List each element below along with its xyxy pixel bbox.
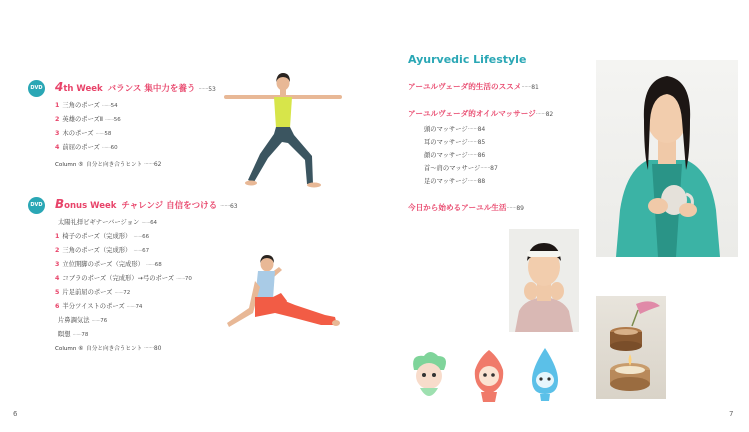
pitta-character-icon (469, 348, 509, 404)
toc-item[interactable]: 5 片足前屈のポーズ ·······72 (55, 289, 131, 296)
dvd-badge: DVD (28, 197, 45, 214)
toc-link[interactable]: アーユルヴェーダ的オイルマッサージ·······82 (408, 109, 554, 118)
toc-subitem[interactable]: 足のマッサージ·······88 (424, 178, 486, 185)
toc-item[interactable]: 1 三角のポーズ ·······54 (55, 102, 118, 109)
woman-with-cup-photo (596, 60, 738, 257)
toc-subitem[interactable]: 顔のマッサージ·······86 (424, 152, 486, 159)
toc-item[interactable]: 4 コブラのポーズ（完成形）→弓のポーズ ·······70 (55, 275, 192, 282)
toc-subitem[interactable]: 頭のマッサージ·······84 (424, 126, 486, 133)
toc-link[interactable]: 今日から始めるアーユル生活·······89 (408, 203, 524, 212)
section-heading-ayurvedic: Ayurvedic Lifestyle (408, 53, 527, 66)
dvd-badge: DVD (28, 80, 45, 97)
column-link[interactable]: Column ⑥ 自分と向き合うヒント ·······80 (55, 345, 162, 352)
page-number-left: 6 (13, 410, 18, 418)
page-number-right: 7 (729, 410, 734, 418)
toc-subitem[interactable]: 耳のマッサージ·······85 (424, 139, 486, 146)
neck-massage-photo (509, 229, 579, 332)
toc-item[interactable]: 2 三角のポーズ（完成形） ·······67 (55, 247, 150, 254)
toc-item[interactable]: 4 前屈のポーズ ·······60 (55, 144, 118, 151)
warrior-pose-illustration (222, 70, 344, 192)
toc-subitem[interactable]: 首〜肩のマッサージ·······87 (424, 165, 498, 172)
candle-photo (596, 296, 666, 399)
toc-item[interactable]: 太陽礼拝ビギナーバージョン ·······64 (58, 219, 158, 226)
section-title-week4[interactable]: 4th Week バランス 集中力を養う ·······53 (55, 80, 216, 94)
kapha-character-icon (528, 346, 562, 402)
toc-item[interactable]: 1 椅子のポーズ（完成形） ·······66 (55, 233, 150, 240)
section-title-bonus[interactable]: Bonus Week チャレンジ 自信をつける ·······63 (55, 197, 238, 211)
toc-item[interactable]: 2 英雄のポーズⅡ ·······56 (55, 116, 121, 123)
toc-item[interactable]: 片鼻調気法 ·······76 (58, 317, 108, 324)
seated-twist-illustration (225, 253, 340, 335)
toc-item[interactable]: 6 半分ツイストのポーズ ·······74 (55, 303, 143, 310)
toc-item[interactable]: 3 立位開脚のポーズ（完成形） ·······68 (55, 261, 162, 268)
vata-character-icon (406, 348, 452, 404)
column-link[interactable]: Column ⑤ 自分と向き合うヒント ·······62 (55, 161, 162, 168)
toc-item[interactable]: 瞑想 ·······78 (58, 331, 89, 338)
toc-item[interactable]: 3 木のポーズ ·······58 (55, 130, 112, 137)
toc-link[interactable]: アーユルヴェーダ的生活のススメ·······81 (408, 82, 539, 91)
